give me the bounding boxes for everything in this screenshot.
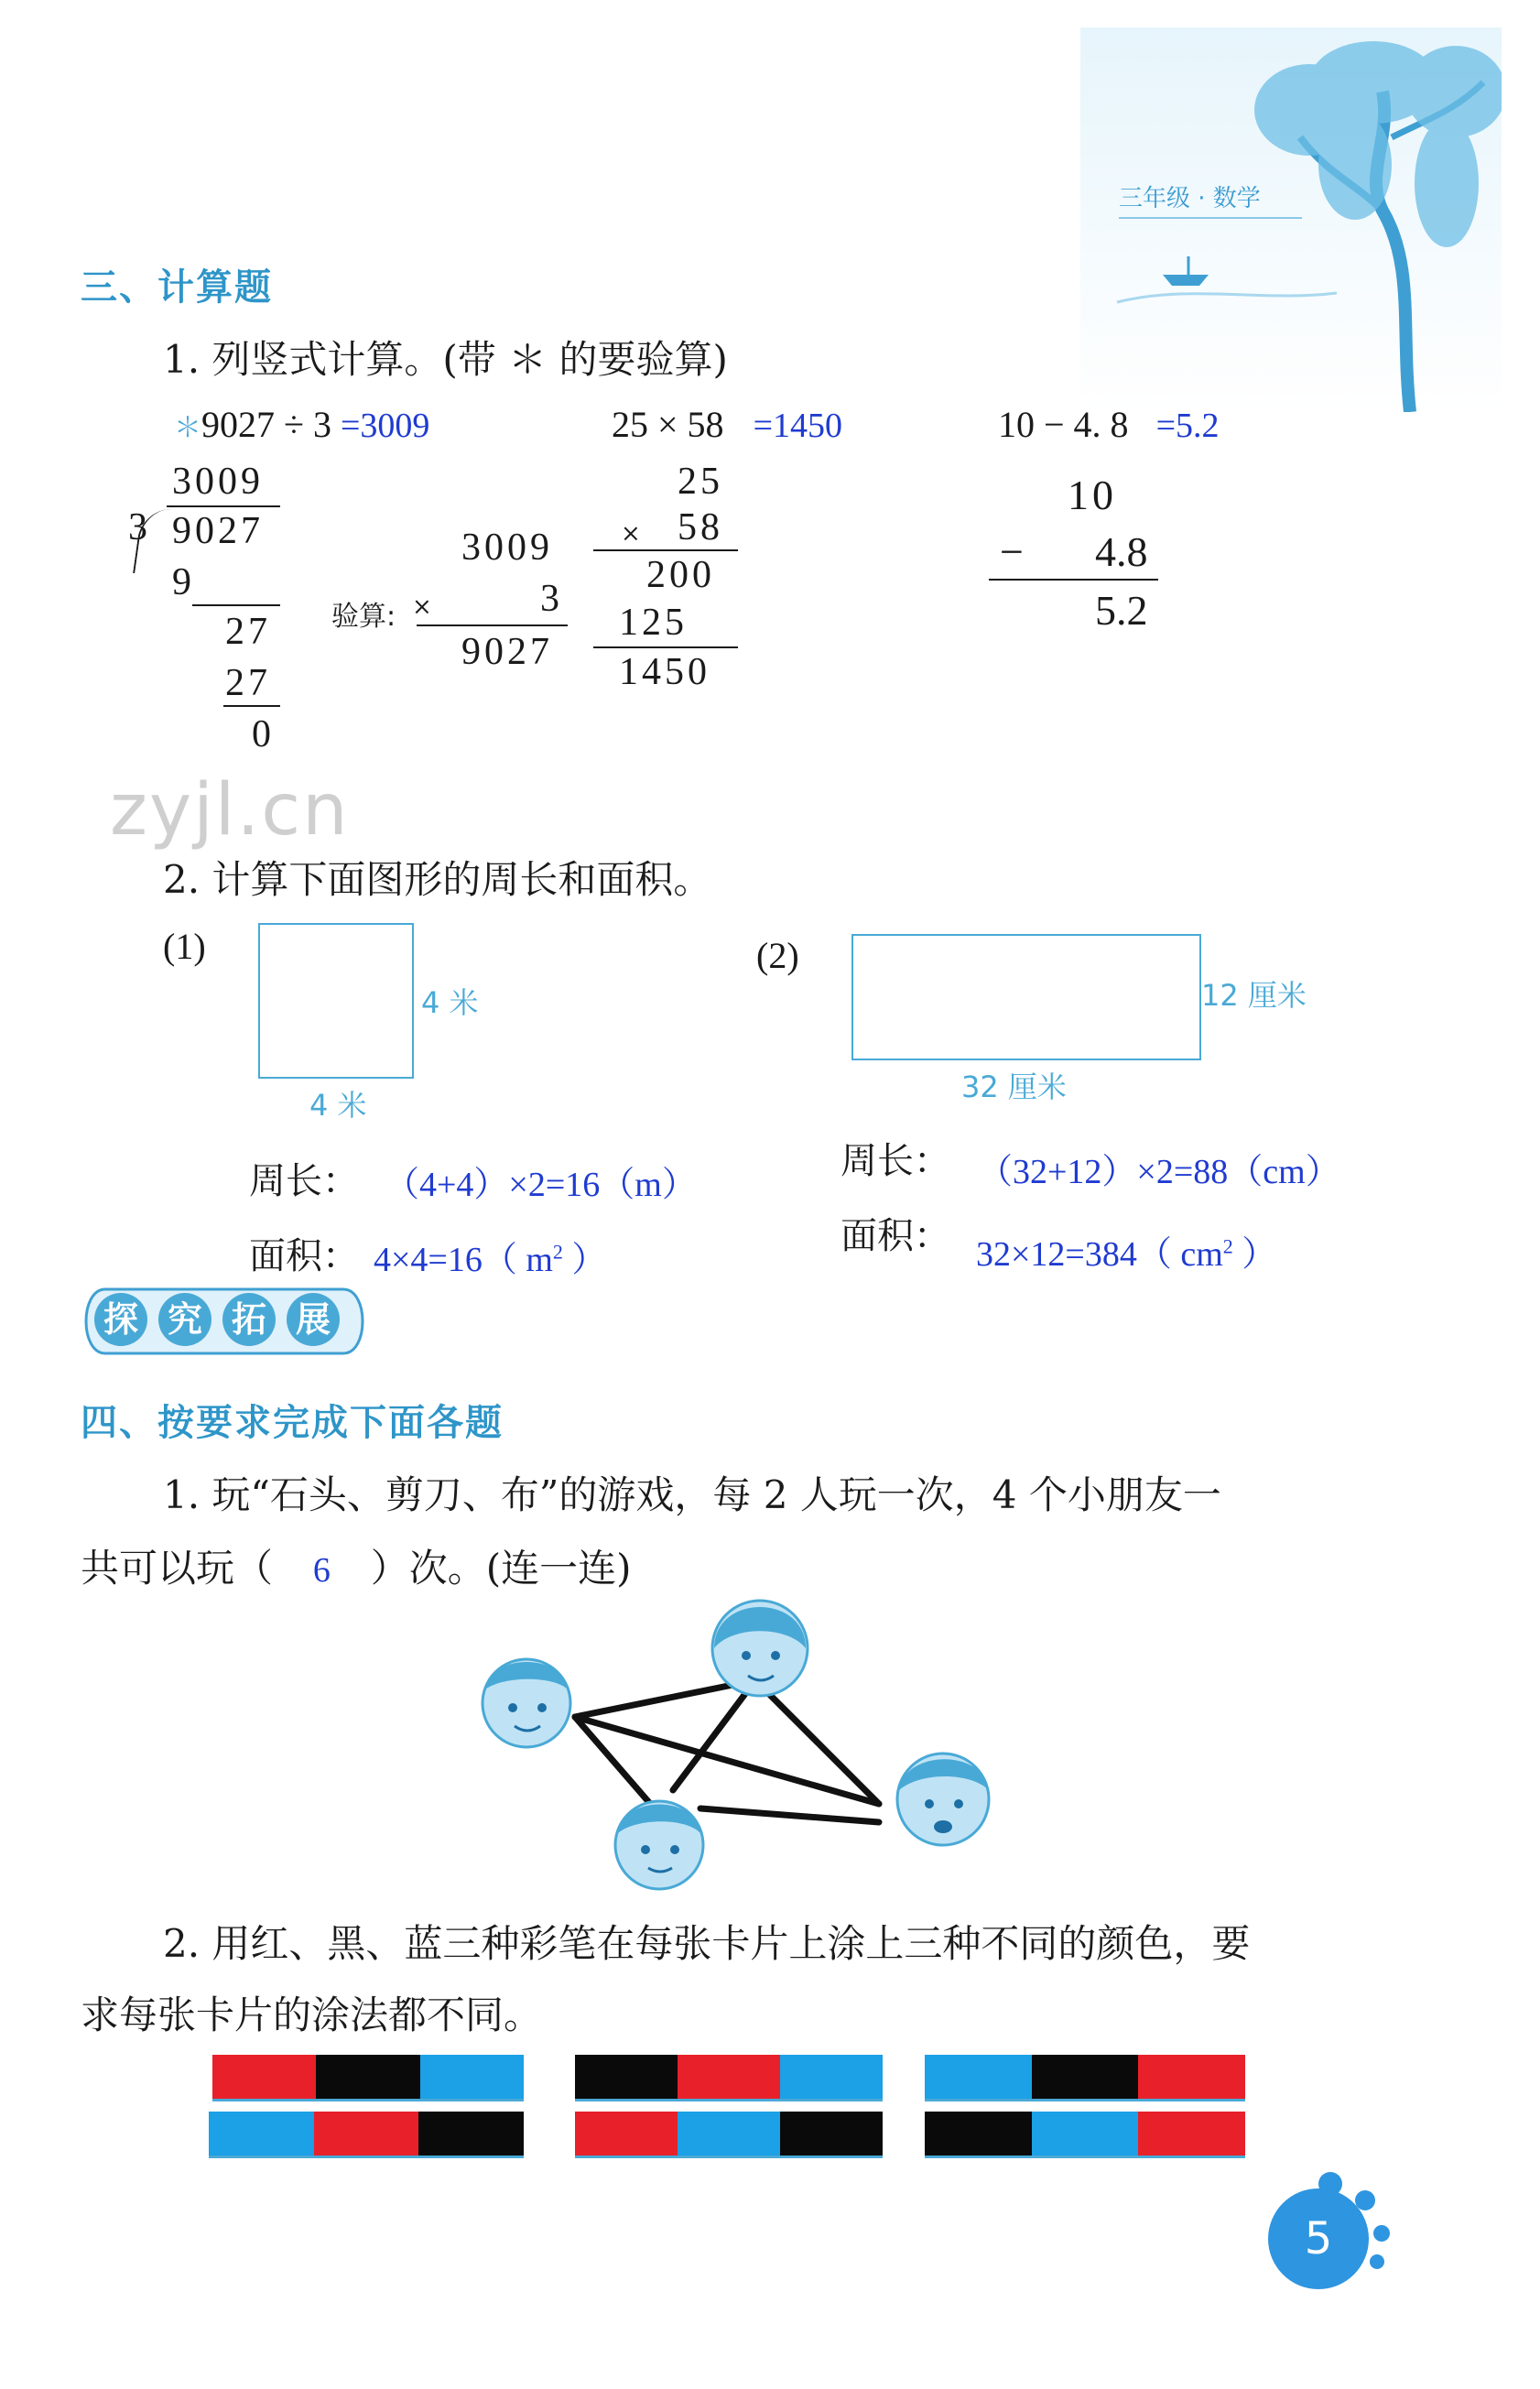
question-text: 2. 用红、黑、蓝三种彩笔在每张卡片上涂上三种不同的颜色，要 — [163, 1921, 1251, 1966]
sub-a: 10 — [1068, 472, 1117, 518]
sub-b: 4.8 — [1095, 528, 1148, 575]
landscape-illustration — [1080, 27, 1502, 412]
badge-char: 探 — [94, 1293, 147, 1346]
mult-line — [593, 646, 738, 648]
question-prompt: 2. 计算下面图形的周长和面积。 — [163, 857, 712, 902]
check-multiplicand: 3009 — [461, 527, 553, 569]
grade-label: 三年级 · 数学 — [1119, 179, 1302, 219]
color-swatch-black — [925, 2112, 1032, 2156]
color-swatch-blue — [209, 2112, 314, 2156]
mult-a: 25 — [678, 461, 723, 503]
perimeter-answer: （4+4）×2=16（m） — [385, 1166, 697, 1204]
decor-dot — [1370, 2254, 1384, 2269]
connection-line — [700, 1808, 879, 1822]
perimeter-answer: （32+12）×2=88（cm） — [978, 1153, 1340, 1191]
color-swatch-red — [575, 2112, 678, 2156]
area-label: 面积： — [840, 1215, 950, 1257]
question-prompt: 1. 列竖式计算。(带 ＊ 的要验算) — [163, 337, 728, 382]
question-text: 求每张卡片的涂法都不同。 — [81, 1993, 543, 2037]
color-swatch-blue — [678, 2112, 780, 2156]
mult-partial-1: 200 — [646, 554, 715, 596]
section-title: 四、按要求完成下面各题 — [81, 1402, 504, 1444]
child-face-girl-top — [712, 1601, 808, 1696]
rectangle-figure — [851, 934, 1201, 1060]
sub-line — [989, 579, 1158, 581]
color-swatch-black — [316, 2055, 419, 2099]
page-number: 5 — [1268, 2188, 1369, 2289]
perimeter-label: 周长： — [249, 1160, 359, 1202]
sub-result: 5.2 — [1095, 587, 1148, 634]
mult-line — [593, 549, 738, 551]
figure-number: (1) — [163, 926, 206, 967]
rectangle-side-label: 12 厘米 — [1201, 978, 1307, 1013]
times-sign: × — [621, 520, 641, 548]
mult-result: 1450 — [619, 651, 710, 693]
division-dividend: 9027 — [172, 510, 264, 552]
color-swatch-black — [780, 2112, 883, 2156]
perimeter-label: 周长： — [840, 1140, 950, 1182]
division-step-2: 27 — [225, 611, 271, 653]
color-card — [925, 2055, 1245, 2101]
color-swatch-blue — [925, 2055, 1032, 2099]
times-sign: × — [412, 593, 432, 621]
color-card — [209, 2112, 524, 2158]
area-answer: 4×4=16（ $m^2$ ） — [374, 1240, 607, 1279]
watermark: zyjl.cn — [110, 769, 350, 852]
color-swatch-black — [418, 2112, 524, 2156]
color-card — [212, 2055, 524, 2101]
color-swatch-black — [575, 2055, 678, 2099]
figure-number: (2) — [756, 935, 799, 976]
badge-char: 拓 — [222, 1293, 276, 1346]
check-result: 9027 — [461, 631, 553, 673]
child-face-boy-left — [483, 1659, 570, 1747]
badge-char: 究 — [158, 1293, 211, 1346]
rectangle-bottom-label: 32 厘米 — [961, 1070, 1067, 1104]
division-bar — [167, 505, 280, 507]
division-line — [223, 705, 280, 707]
division-divisor: 3 — [128, 506, 151, 548]
color-swatch-blue — [1032, 2112, 1139, 2156]
child-face-boy-bottom — [615, 1801, 703, 1889]
square-figure — [258, 923, 414, 1079]
division-line — [192, 604, 280, 606]
division-step-1: 9 — [172, 561, 195, 603]
color-swatch-red — [314, 2112, 419, 2156]
color-swatch-red — [1138, 2112, 1245, 2156]
color-swatch-red — [678, 2055, 780, 2099]
square-side-label: 4 米 — [421, 985, 479, 1020]
color-swatch-blue — [420, 2055, 524, 2099]
explore-badge — [78, 1282, 371, 1364]
division-remainder: 0 — [252, 713, 275, 755]
color-swatch-black — [1032, 2055, 1139, 2099]
connection-diagram — [467, 1593, 1016, 1895]
badge-char: 展 — [287, 1293, 340, 1346]
check-multiplier: 3 — [540, 578, 563, 620]
expression-1: ＊9027 ÷ 3 =3009 — [174, 404, 430, 445]
section-title: 三、计算题 — [81, 266, 273, 309]
minus-sign: − — [1000, 528, 1027, 575]
question-text: 1. 玩“石头、剪刀、布”的游戏，每 2 人玩一次，4 个小朋友一 — [163, 1472, 1221, 1517]
decor-dot — [1373, 2225, 1390, 2242]
mult-partial-2: 125 — [619, 602, 688, 644]
answer-blank: 6 — [312, 1551, 331, 1590]
question-text: 共可以玩（ 6 ）次。(连一连) — [81, 1546, 632, 1591]
area-label: 面积： — [249, 1235, 359, 1277]
expression-3: 10 − 4. 8 =5.2 — [998, 404, 1220, 445]
color-card — [575, 2112, 883, 2158]
check-line — [417, 624, 568, 626]
color-swatch-blue — [780, 2055, 883, 2099]
child-face-girl-right — [897, 1754, 989, 1845]
division-quotient: 3009 — [172, 461, 264, 503]
check-label: 验算: — [331, 601, 396, 633]
division-step-3: 27 — [225, 662, 271, 704]
area-answer: 32×12=384（ $cm^2$ ） — [976, 1234, 1277, 1274]
color-card — [575, 2055, 883, 2101]
expression-2: 25 × 58 =1450 — [612, 404, 842, 445]
mult-b: 58 — [678, 506, 723, 548]
color-swatch-red — [1138, 2055, 1245, 2099]
color-swatch-red — [212, 2055, 316, 2099]
square-bottom-label: 4 米 — [309, 1088, 367, 1123]
color-card — [925, 2112, 1245, 2158]
